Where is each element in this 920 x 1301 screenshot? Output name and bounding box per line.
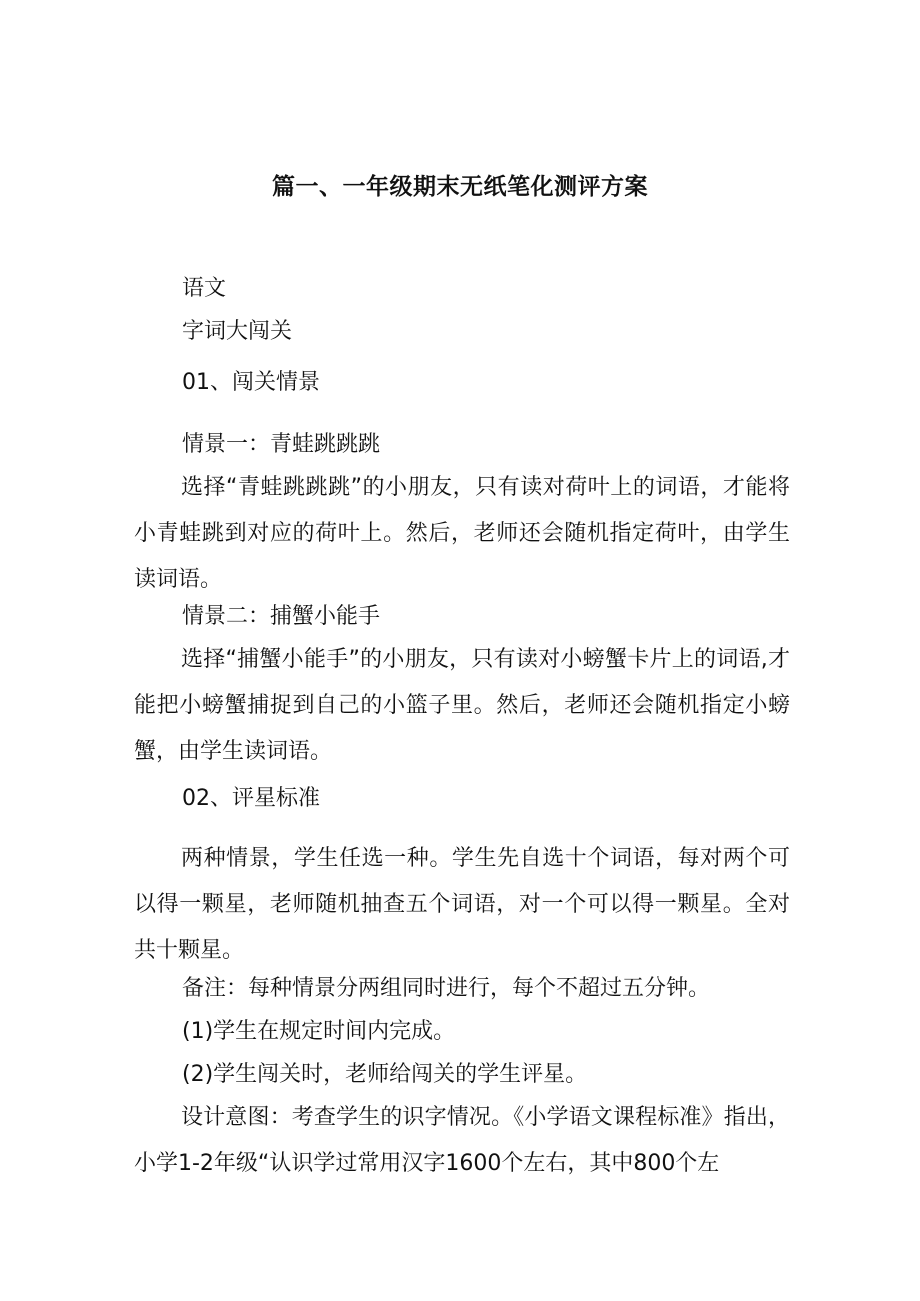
scene1-title: 情景一：青蛙跳跳跳 [182,432,381,457]
rating-paragraph: 两种情景，学生任选一种。学生先自选十个词语，每对两个可以得一颗星，老师随机抽查五个词语，对一个可以得一颗星。全对共十颗星。 [134,846,790,963]
subject-heading: 语文 [182,276,227,301]
note-line: 备注：每种情景分两组同时进行，每个不超过五分钟。 [182,976,711,1001]
design-paragraph: 设计意图：考查学生的识字情况。《小学语文课程标准》指出，小学1-2年级“认识学过常用汉字1600个左右，其中800个左 [134,1105,790,1176]
note-item-1: (1)学生在规定时间内完成。 [182,1019,456,1044]
section-heading-scenes: 01、闯关情景 [182,370,320,395]
section-heading-rating: 02、评星标准 [182,786,320,811]
activity-heading: 字词大闯关 [182,319,293,344]
scene1-paragraph: 选择“青蛙跳跳跳”的小朋友，只有读对荷叶上的词语，才能将小青蛙跳到对应的荷叶上。然后，老师还会随机指定荷叶，由学生读词语。 [134,475,790,592]
scene2-paragraph: 选择“捕蟹小能手”的小朋友，只有读对小螃蟹卡片上的词语,才能把小螃蟹捕捉到自己的小篮子里。然后，老师还会随机指定小螃蟹，由学生读词语。 [134,647,790,764]
scene2-title: 情景二：捕蟹小能手 [182,604,381,629]
document-title: 篇一、一年级期末无纸笔化测评方案 [272,174,648,200]
note-item-2: (2)学生闯关时，老师给闯关的学生评星。 [182,1062,588,1087]
